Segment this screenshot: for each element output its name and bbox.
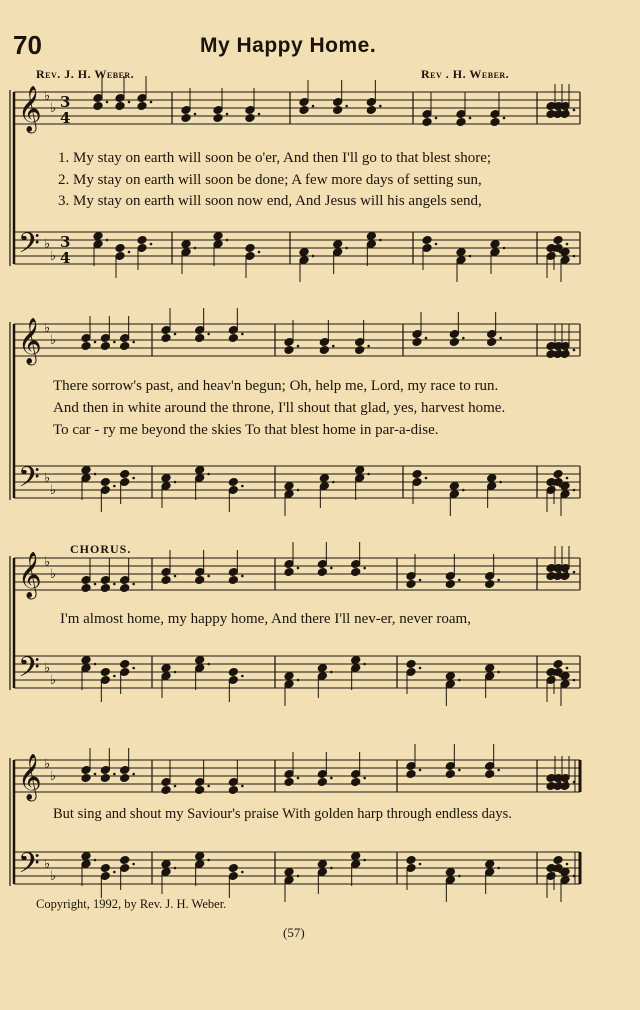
dot bbox=[573, 109, 576, 112]
dot bbox=[194, 113, 197, 116]
notehead bbox=[120, 660, 130, 669]
dot bbox=[363, 859, 366, 862]
notehead bbox=[351, 568, 361, 577]
dot bbox=[241, 575, 244, 578]
notehead bbox=[195, 576, 205, 585]
notehead bbox=[100, 342, 110, 351]
notehead bbox=[487, 338, 497, 347]
notehead bbox=[317, 778, 327, 787]
dot bbox=[419, 769, 422, 772]
dot bbox=[241, 675, 244, 678]
notehead bbox=[161, 786, 171, 795]
dot bbox=[113, 675, 116, 678]
flat-icon: ♭ bbox=[44, 237, 51, 252]
dot bbox=[566, 477, 569, 480]
notehead bbox=[485, 580, 495, 589]
dot bbox=[363, 663, 366, 666]
notehead bbox=[422, 118, 432, 127]
dot bbox=[566, 863, 569, 866]
dot bbox=[469, 117, 472, 120]
dot bbox=[113, 583, 116, 586]
dot bbox=[241, 785, 244, 788]
dot bbox=[297, 567, 300, 570]
notehead bbox=[487, 474, 497, 483]
dot bbox=[128, 101, 131, 104]
flat-icon: ♭ bbox=[44, 471, 51, 486]
dot bbox=[363, 777, 366, 780]
dot bbox=[226, 113, 229, 116]
dot bbox=[573, 255, 576, 258]
notehead bbox=[181, 240, 191, 249]
dot bbox=[174, 671, 177, 674]
dot bbox=[113, 341, 116, 344]
dot bbox=[573, 489, 576, 492]
dot bbox=[241, 333, 244, 336]
notehead bbox=[195, 786, 205, 795]
notehead bbox=[355, 466, 365, 475]
treble-clef-icon: 𝄞 bbox=[18, 552, 42, 598]
notehead bbox=[406, 660, 416, 669]
notehead bbox=[299, 106, 309, 115]
dot bbox=[497, 769, 500, 772]
dot bbox=[132, 863, 135, 866]
notehead bbox=[299, 248, 309, 257]
dot bbox=[106, 239, 109, 242]
flat-icon: ♭ bbox=[50, 483, 57, 498]
notehead bbox=[120, 774, 130, 783]
dot bbox=[566, 243, 569, 246]
flat-icon: ♭ bbox=[50, 869, 57, 884]
notehead bbox=[195, 656, 205, 665]
treble-clef-icon: 𝄞 bbox=[18, 318, 42, 364]
notehead bbox=[161, 860, 171, 869]
notehead bbox=[445, 672, 455, 681]
notehead bbox=[284, 568, 294, 577]
dot bbox=[207, 859, 210, 862]
hymn-title: My Happy Home. bbox=[200, 34, 377, 57]
notehead bbox=[195, 334, 205, 343]
dot bbox=[345, 105, 348, 108]
notehead bbox=[120, 342, 130, 351]
notehead bbox=[412, 470, 422, 479]
dot bbox=[94, 341, 97, 344]
dot bbox=[106, 101, 109, 104]
dot bbox=[174, 867, 177, 870]
dot bbox=[503, 247, 506, 250]
notehead bbox=[228, 576, 238, 585]
notehead bbox=[284, 868, 294, 877]
notehead bbox=[120, 856, 130, 865]
notehead bbox=[100, 668, 110, 677]
dot bbox=[174, 333, 177, 336]
dot bbox=[419, 579, 422, 582]
notehead bbox=[137, 102, 147, 111]
dot bbox=[367, 473, 370, 476]
dot bbox=[94, 473, 97, 476]
notehead bbox=[351, 778, 361, 787]
dot bbox=[419, 667, 422, 670]
dot bbox=[332, 345, 335, 348]
notehead bbox=[553, 660, 563, 669]
notehead bbox=[181, 114, 191, 123]
dot bbox=[332, 481, 335, 484]
notehead bbox=[490, 118, 500, 127]
dot bbox=[150, 243, 153, 246]
notehead bbox=[100, 584, 110, 593]
notehead bbox=[120, 584, 130, 593]
notehead bbox=[485, 664, 495, 673]
dot bbox=[425, 477, 428, 480]
dot bbox=[379, 239, 382, 242]
dot bbox=[297, 679, 300, 682]
notehead bbox=[445, 868, 455, 877]
dot bbox=[207, 333, 210, 336]
notehead bbox=[445, 580, 455, 589]
dot bbox=[94, 859, 97, 862]
notehead bbox=[366, 232, 376, 241]
dot bbox=[312, 105, 315, 108]
dot bbox=[207, 473, 210, 476]
dot bbox=[94, 583, 97, 586]
flat-icon: ♭ bbox=[44, 661, 51, 676]
lyric-chorus-line-1: I'm almost home, my happy home, And there I'll nev-er, never roam, bbox=[60, 611, 471, 627]
notehead bbox=[560, 782, 570, 791]
dot bbox=[462, 337, 465, 340]
dot bbox=[128, 251, 131, 254]
dot bbox=[297, 875, 300, 878]
notehead bbox=[115, 102, 125, 111]
notehead bbox=[560, 350, 570, 359]
notehead bbox=[449, 482, 459, 491]
dot bbox=[174, 481, 177, 484]
dot bbox=[497, 671, 500, 674]
notehead bbox=[81, 342, 91, 351]
lyric-line-2-verse-1: There sorrow's past, and heav'n begun; Oh, help me, Lord, my race to run. bbox=[53, 378, 499, 394]
dot bbox=[194, 247, 197, 250]
dot bbox=[113, 485, 116, 488]
dot bbox=[312, 255, 315, 258]
notehead bbox=[213, 232, 223, 241]
flat-icon: ♭ bbox=[44, 321, 51, 336]
dot bbox=[330, 867, 333, 870]
flat-icon: ♭ bbox=[44, 555, 51, 570]
dot bbox=[241, 871, 244, 874]
notehead bbox=[449, 338, 459, 347]
lyric-line-1-verse-2: 2. My stay on earth will soon be done; A few more days of setting sun, bbox=[58, 172, 482, 188]
notehead bbox=[195, 852, 205, 861]
copyright-notice: Copyright, 1992, by Rev. J. H. Weber. bbox=[36, 897, 227, 911]
notehead bbox=[284, 672, 294, 681]
dot bbox=[462, 489, 465, 492]
notehead bbox=[351, 852, 361, 861]
notehead bbox=[100, 864, 110, 873]
bass-clef-icon: 𝄢 bbox=[18, 461, 40, 501]
notehead bbox=[93, 232, 103, 241]
notehead bbox=[228, 786, 238, 795]
time-signature: 4 bbox=[60, 249, 71, 267]
notehead bbox=[161, 576, 171, 585]
dot bbox=[297, 777, 300, 780]
dot bbox=[132, 667, 135, 670]
dot bbox=[132, 341, 135, 344]
dot bbox=[469, 255, 472, 258]
notehead bbox=[228, 668, 238, 677]
dot bbox=[566, 667, 569, 670]
lyric-chorus-line-2: But sing and shout my Saviour's praise With golden harp through endless days. bbox=[53, 806, 512, 822]
dot bbox=[94, 773, 97, 776]
notehead bbox=[137, 236, 147, 245]
notehead bbox=[228, 478, 238, 487]
notehead bbox=[161, 334, 171, 343]
page-number: (57) bbox=[283, 925, 305, 940]
dot bbox=[419, 863, 422, 866]
lyric-line-1-verse-1: 1. My stay on earth will soon be o'er, And then I'll go to that blest shore; bbox=[58, 150, 492, 166]
dot bbox=[132, 477, 135, 480]
dot bbox=[497, 867, 500, 870]
flat-icon: ♭ bbox=[44, 757, 51, 772]
dot bbox=[207, 663, 210, 666]
dot bbox=[207, 785, 210, 788]
notehead bbox=[485, 860, 495, 869]
treble-clef-icon: 𝄞 bbox=[18, 86, 42, 132]
flat-icon: ♭ bbox=[50, 567, 57, 582]
dot bbox=[458, 679, 461, 682]
notehead bbox=[412, 338, 422, 347]
time-signature: 4 bbox=[60, 109, 71, 127]
dot bbox=[207, 575, 210, 578]
notehead bbox=[317, 860, 327, 869]
notehead bbox=[485, 770, 495, 779]
dot bbox=[497, 579, 500, 582]
notehead bbox=[284, 778, 294, 787]
notehead bbox=[284, 482, 294, 491]
notehead bbox=[553, 470, 563, 479]
dot bbox=[573, 679, 576, 682]
notehead bbox=[560, 572, 570, 581]
dot bbox=[458, 875, 461, 878]
notehead bbox=[406, 580, 416, 589]
notehead bbox=[406, 770, 416, 779]
notehead bbox=[100, 774, 110, 783]
notehead bbox=[333, 106, 343, 115]
dot bbox=[330, 671, 333, 674]
time-signature: 3 bbox=[60, 233, 71, 251]
dot bbox=[367, 345, 370, 348]
dot bbox=[425, 337, 428, 340]
notehead bbox=[456, 118, 466, 127]
notehead bbox=[284, 346, 294, 355]
notehead bbox=[81, 774, 91, 783]
notehead bbox=[228, 334, 238, 343]
flat-icon: ♭ bbox=[44, 89, 51, 104]
dot bbox=[297, 345, 300, 348]
notehead bbox=[245, 244, 255, 253]
dot bbox=[150, 101, 153, 104]
hymn-number: 70 bbox=[13, 30, 42, 60]
dot bbox=[458, 579, 461, 582]
notehead bbox=[456, 248, 466, 257]
notehead bbox=[81, 584, 91, 593]
time-signature: 3 bbox=[60, 93, 71, 111]
notehead bbox=[161, 474, 171, 483]
bass-clef-icon: 𝄢 bbox=[18, 227, 40, 267]
bass-clef-icon: 𝄢 bbox=[18, 847, 40, 887]
flat-icon: ♭ bbox=[50, 101, 57, 116]
dot bbox=[458, 769, 461, 772]
notehead bbox=[317, 568, 327, 577]
dot bbox=[258, 113, 261, 116]
chorus-label: CHORUS. bbox=[70, 542, 132, 556]
notehead bbox=[319, 346, 329, 355]
dot bbox=[573, 875, 576, 878]
dot bbox=[499, 481, 502, 484]
flat-icon: ♭ bbox=[44, 857, 51, 872]
dot bbox=[435, 117, 438, 120]
notehead bbox=[553, 856, 563, 865]
dot bbox=[573, 781, 576, 784]
dot bbox=[226, 239, 229, 242]
notehead bbox=[553, 236, 563, 245]
music-credit: Rev . H. Weber. bbox=[421, 67, 510, 81]
notehead bbox=[93, 102, 103, 111]
notehead bbox=[81, 852, 91, 861]
dot bbox=[435, 243, 438, 246]
dot bbox=[330, 567, 333, 570]
notehead bbox=[120, 470, 130, 479]
notehead bbox=[333, 240, 343, 249]
dot bbox=[174, 785, 177, 788]
dot bbox=[297, 489, 300, 492]
notehead bbox=[161, 664, 171, 673]
notehead bbox=[213, 114, 223, 123]
dot bbox=[379, 105, 382, 108]
notehead bbox=[490, 240, 500, 249]
dot bbox=[258, 251, 261, 254]
dot bbox=[241, 485, 244, 488]
dot bbox=[174, 575, 177, 578]
dot bbox=[113, 871, 116, 874]
notehead bbox=[351, 656, 361, 665]
dot bbox=[330, 777, 333, 780]
notehead bbox=[195, 466, 205, 475]
notehead bbox=[422, 236, 432, 245]
notehead bbox=[366, 106, 376, 115]
dot bbox=[94, 663, 97, 666]
flat-icon: ♭ bbox=[50, 249, 57, 264]
notehead bbox=[355, 346, 365, 355]
notehead bbox=[560, 110, 570, 119]
dot bbox=[345, 247, 348, 250]
words-credit: Rev. J. H. Weber. bbox=[36, 67, 135, 81]
lyric-line-1-verse-3: 3. My stay on earth will soon now end, And Jesus will his angels send, bbox=[58, 193, 482, 209]
dot bbox=[113, 773, 116, 776]
flat-icon: ♭ bbox=[50, 769, 57, 784]
treble-clef-icon: 𝄞 bbox=[18, 754, 42, 800]
dot bbox=[363, 567, 366, 570]
notehead bbox=[445, 770, 455, 779]
notehead bbox=[406, 856, 416, 865]
lyric-line-2-verse-3: To car - ry me beyond the skies To that blest home in par-a-dise. bbox=[53, 422, 439, 438]
flat-icon: ♭ bbox=[50, 673, 57, 688]
flat-icon: ♭ bbox=[50, 333, 57, 348]
dot bbox=[503, 117, 506, 120]
notehead bbox=[81, 466, 91, 475]
dot bbox=[499, 337, 502, 340]
bass-clef-icon: 𝄢 bbox=[18, 651, 40, 691]
dot bbox=[573, 571, 576, 574]
notehead bbox=[228, 864, 238, 873]
notehead bbox=[81, 656, 91, 665]
notehead bbox=[319, 474, 329, 483]
lyric-line-2-verse-2: And then in white around the throne, I'll shout that glad, yes, harvest home. bbox=[53, 400, 506, 416]
notehead bbox=[100, 478, 110, 487]
notehead bbox=[245, 114, 255, 123]
dot bbox=[132, 773, 135, 776]
notehead bbox=[317, 664, 327, 673]
dot bbox=[132, 583, 135, 586]
dot bbox=[573, 349, 576, 352]
notehead bbox=[115, 244, 125, 253]
